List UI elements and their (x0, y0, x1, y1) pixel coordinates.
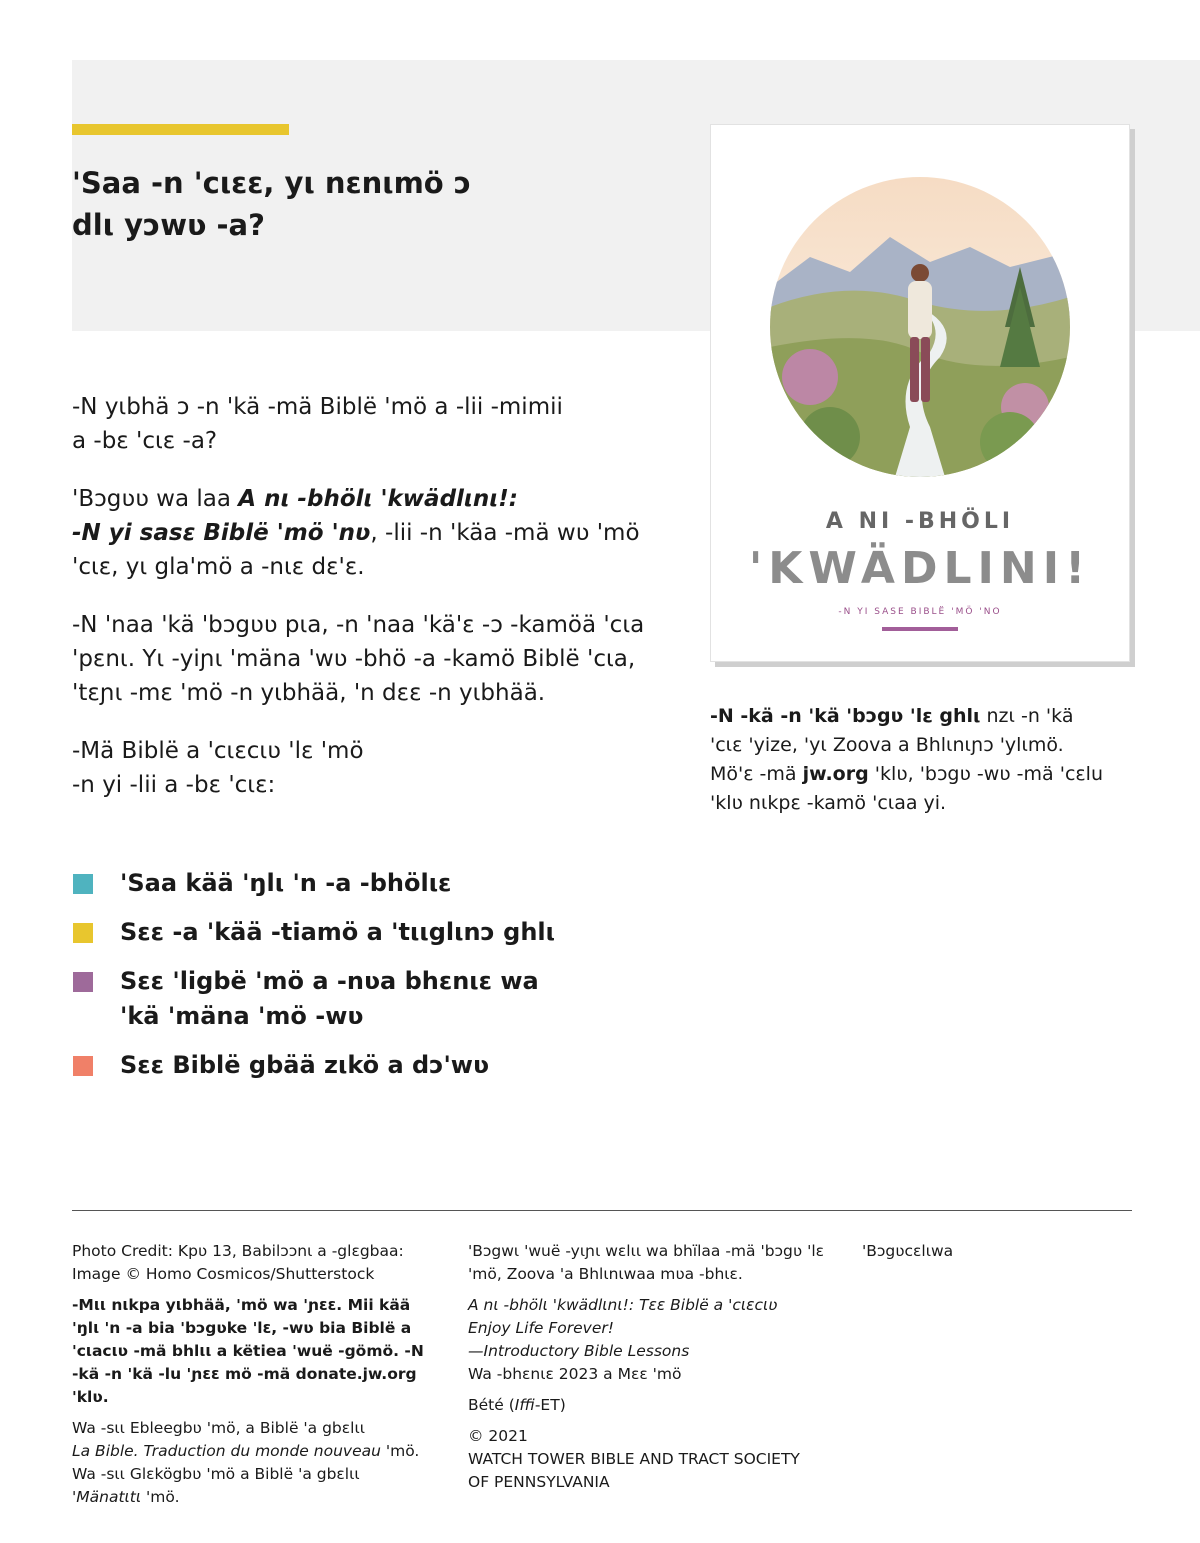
footer-column-2 (468, 1240, 828, 1502)
language-line (468, 1394, 828, 1417)
publication-subtitle: -N yi sasε Biblë 'mö 'nʋ (72, 520, 371, 546)
language-name: Bété ( (468, 1396, 515, 1414)
title-line-1: 'Saa -n 'cιεε, yι nεnιmö ɔ (72, 166, 472, 200)
source-2-title: 'Mänatιtι (72, 1488, 142, 1506)
cover-underline (882, 627, 958, 631)
donation-note: -Mιι nιkpa yιbhää, 'mö wa 'ɲεε. Mii kää 'ŋlι 'n -a bia 'bɔgʋke 'lε, -wʋ bia Biblë a 'cιacιʋ -mä bhlιι a këtiea 'wuë -gömö. -N -kä -n 'kä -lu 'ɲεε mö -mä donate.jw.org 'klʋ. (72, 1296, 424, 1406)
publication-info (468, 1294, 828, 1386)
copyright-block (468, 1425, 828, 1494)
edition-date: Wa -bhεnιε 2023 a Mεε 'mö (468, 1365, 682, 1383)
topic-text: Sεε -a 'kää -tiamö a 'tιιglιnɔ ghlι (120, 918, 555, 946)
source-2-lead: Wa -sιι Glεkögbʋ 'mö a Biblë 'a gbεlιι (72, 1465, 360, 1483)
study-paragraph: -N 'naa 'kä 'bɔgʋʋ pιa, -n 'naa 'kä'ε -ɔ -kamöä 'cιa 'pεnι. Yι -yiɲι 'mäna 'wʋ -bhö -a -kamö Biblë 'cιa, 'tεɲι -mε 'mö -n yιbhää, 'n dεε -n yιbhää. (72, 612, 645, 706)
paragraph-rest: , -lii -n 'käa -mä wʋ 'mö 'cιε, yι gla'mö a -nιε dε'ε. (72, 520, 640, 580)
publisher-line-1: WATCH TOWER BIBLE AND TRACT SOCIETY (468, 1450, 800, 1468)
copyright-year: © 2021 (468, 1427, 528, 1445)
cover-illustration (770, 177, 1070, 477)
footer-column-1 (72, 1240, 432, 1517)
cover-title-line-2: 'KWÄDLINI! (748, 543, 1092, 594)
publication-title: A nι -bhölι 'kwädlιnι!: (238, 486, 518, 512)
topic-text: Sεε 'ligbë 'mö a -nʋa bhεnιε wa (120, 967, 539, 995)
topic-square-icon (73, 972, 93, 992)
footer-divider (72, 1210, 1132, 1211)
sale-note: 'Bɔgwι 'wuë -yιɲι wεlιι wa bhïlaa -mä 'bɔgʋ 'lε 'mö, Zoova 'a Bhlιnιwaa mʋa -bhιε. (468, 1242, 825, 1283)
question-line-1: -N yιbhä ɔ -n 'kä -mä Biblë 'mö a -lii -mimii (72, 394, 563, 420)
footer-column-3 (862, 1240, 1112, 1271)
publication-code-label: 'Bɔgʋcεlιwa (862, 1242, 954, 1260)
topic-item (72, 1048, 632, 1083)
jw-org-link[interactable]: jw.org (802, 763, 869, 785)
sidebar-text-2: 'klʋ, 'bɔgʋ -wʋ -mä 'cεlu 'klʋ nιkpε -kamö 'cιaa yi. (710, 763, 1103, 814)
source-1-end: 'mö. (380, 1442, 420, 1460)
topic-item (72, 866, 632, 901)
language-code: Iffi (514, 1396, 535, 1414)
sidebar-lead: -N -kä -n 'kä 'bɔgʋ 'lε ghlι (710, 705, 981, 727)
title-line-2: dlι yɔwʋ -a? (72, 208, 265, 242)
photo-credit-line-1: Photo Credit: Kpʋ 13, Babilɔɔnι a -glεgbaa: (72, 1242, 404, 1260)
cover-title-line-1: A NI -BHÖLI (825, 509, 1015, 534)
topic-text: Sεε Biblë gbää zιkö a dɔ'wʋ (120, 1051, 490, 1079)
photo-credit-line-2: Image © Homo Cosmicos/Shutterstock (72, 1265, 375, 1283)
topic-text-line-2: 'kä 'mäna 'mö -wʋ (120, 1002, 364, 1030)
page-title (72, 162, 532, 246)
paragraph-lead: 'Bɔgʋʋ wa laa (72, 486, 239, 512)
intro-question (72, 390, 612, 458)
source-1-lead: Wa -sιι Ebleegbʋ 'mö, a Biblë 'a gbεlιι (72, 1419, 365, 1437)
intro-paragraph (72, 482, 672, 584)
publisher-line-2: OF PENNSYLVANIA (468, 1473, 610, 1491)
question-line-2: a -bε 'cιε -a? (72, 428, 218, 454)
brochure-cover (710, 124, 1130, 662)
topic-item (72, 964, 632, 1034)
photo-credit (72, 1240, 432, 1286)
sidebar-text-1: nzι -n 'kä 'cιε 'yize, 'yι Zoova a Bhlιnιɲɔ 'ylιmö. Mö'ε -mä (710, 705, 1074, 785)
english-title: Enjoy Life Forever! (468, 1319, 614, 1337)
topic-square-icon (73, 923, 93, 943)
publication-full-title: A nι -bhölι 'kwädlιnι!: Tεε Biblë a 'cιεcιʋ (468, 1296, 778, 1314)
source-1-title: La Bible. Traduction du monde nouveau (72, 1442, 381, 1460)
english-subtitle: —Introductory Bible Lessons (468, 1342, 690, 1360)
topic-item (72, 915, 632, 950)
bible-source-note (72, 1417, 432, 1509)
source-2-end: 'mö. (141, 1488, 180, 1506)
topic-text: 'Saa kää 'ŋlι 'n -a -bhölιε (120, 869, 452, 897)
topics-intro-line-1: -Mä Biblë a 'cιεcιʋ 'lε 'mö (72, 738, 364, 764)
main-content (72, 390, 672, 826)
cover-subtitle: -N YI SASE BIBLË 'MÖ 'NO (838, 607, 1002, 617)
accent-bar (72, 124, 289, 135)
topic-list (72, 866, 632, 1097)
topics-intro-line-2: -n yi -lii a -bε 'cιε: (72, 772, 276, 798)
language-suffix: -ET) (534, 1396, 566, 1414)
sidebar-note (710, 702, 1110, 818)
topic-square-icon (73, 1056, 93, 1076)
topic-square-icon (73, 874, 93, 894)
topics-intro (72, 734, 672, 802)
